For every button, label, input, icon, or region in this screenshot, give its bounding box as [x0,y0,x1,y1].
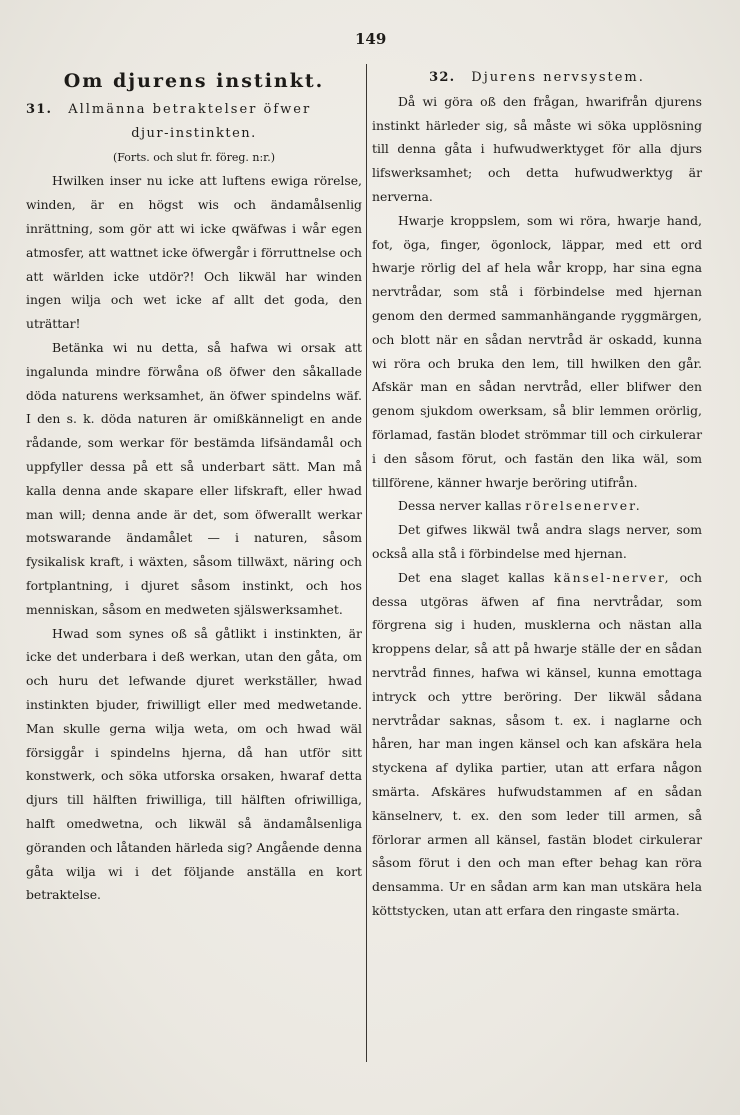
left-paragraph-3: Hwad som synes oß så gåtlikt i instinkten, är icke det underbara i deß werkan, utan den gåta, om och huru det lefwande djuret werkställer, hwad instinkten bjuder, friwilligt eller med medwetande. Man skulle gerna wilja weta, om och hwad wäl försiggår i spindelns hjerna, då han utför sitt konstwerk, och söka utforska orsaken, hwaraf detta djurs till hälften friwilliga, till hälften ofriwilliga, halft omedwetna, och likwäl så ändamålsenliga göranden och låtanden härleda sig? Angående denna gåta wilja wi i det följande anställa en kort betraktelse. [26,625,362,903]
continuation-note: (Forts. och slut fr. föreg. n:r.) [112,150,276,164]
section-31-title: Allmänna betraktelser öfwer [68,102,312,117]
section-32-heading [372,66,702,90]
section-31-number: 31. [26,102,53,117]
left-column [26,66,362,907]
section-31-title-cont: djur-instinkten. [131,125,257,141]
term-kanselnerver: känsel-nerver, [553,569,671,585]
right-paragraph-3 [372,494,702,518]
right-paragraph-2: Hwarje kroppslem, som wi röra, hwarje hand, fot, öga, finger, ögonlock, läppar, med ett ord hwarje rörlig del af hela wår kropp, har sina egna nervtrådar, som stå i förbindelse med hjernan genom den dermed sammanhängande ryggmärgen, och blott när en sådan nervtråd är oskadd, kunna wi röra och bruka den lem, till hwilken den går. Afskär man en sådan nervtråd, eller blifwer den genom sjukdom owerksam, så blir lemmen orörlig, förlamad, fastän blodet strömmar till och cirkulerar i den såsom förut, och fastän den lika wäl, som tillförene, känner hwarje beröring utifrån. [372,212,702,490]
section-32-number: 32. [429,70,456,85]
term-rorelsenerver: rörelsenerver. [525,498,642,514]
left-paragraph-2: Betänka wi nu detta, så hafwa wi orsak att ingalunda mindre förwåna oß öfwer den såkallade döda naturens werksamhet, än öfwer spindelns wäf. I den s. k. döda naturen är omißkänneligt en ande rådande, som werkar för bestämda lifsändamål och uppfyller dessa på ett så underbart sätt. Man må kalla denna ande skapare eller lifskraft, eller hwad man will; denna ande är det, som öfwerallt werkar motswarande ändamålet — i naturen, såsom fysikalisk kraft, i wäxten, såsom tillwäxt, näring och fortplantning, i djuret såsom instinkt, och hos menniskan, såsom en medweten själswerksamhet. [26,339,362,617]
page-number: 149 [355,30,387,48]
column-divider [366,64,367,1062]
right-column [372,66,702,923]
chapter-title: Om djurens instinkt. [63,70,325,92]
right-paragraph-5-text: och dessa utgöras äfwen af fina nervtrådar, som förgrena sig i huden, musklerna och nästan alla kroppens delar, så att på hwarje ställe der en sådan nervtråd finnes, hafwa wi känsel, kunna emottaga intryck och yttre beröring. Der likwäl sådana nervtrådar saknas, såsom t. ex. i naglarne och håren, har man ingen känsel och kan afskära hela styckena af dylika partier, utan att erfara någon smärta. Afskäres hufwudstammen af en sådan känselnerv, t. ex. den som leder till armen, så förlorar armen all känsel, fastän blodet cirkulerar såsom förut i den och man efter behag kan röra densamma. Ur en sådan arm kan man utskära hela köttstycken, utan att erfara den ringaste smärta. [372,569,702,918]
right-paragraph-5 [372,566,702,923]
section-32-title: Djurens nervsystem. [471,70,645,85]
right-paragraph-5-lead: Det ena slaget kallas [398,569,545,585]
section-31-heading [26,98,362,122]
right-paragraph-1: Då wi göra oß den frågan, hwarifrån djurens instinkt härleder sig, så måste wi söka upplösning till denna gåta i hufwudwerktyget för alla djurs lifswerksamhet; och detta hufwudwerktyg är nerverna. [372,93,702,204]
right-paragraph-4: Det gifwes likwäl twå andra slags nerver, som också alla stå i förbindelse med hjernan. [372,522,702,561]
right-paragraph-3-text: Dessa nerver kallas [398,498,522,514]
left-paragraph-1: Hwilken inser nu icke att luftens ewiga rörelse, winden, är en högst wis och ändamålsenlig inrättning, som gör att wi icke qwäfwas i wår egen atmosfer, att wattnet icke öfwergår i förruttnelse och att wärlden icke utdör?! Och likwäl har winden ingen wilja och wet icke af allt det goda, den uträttar! [26,173,362,332]
